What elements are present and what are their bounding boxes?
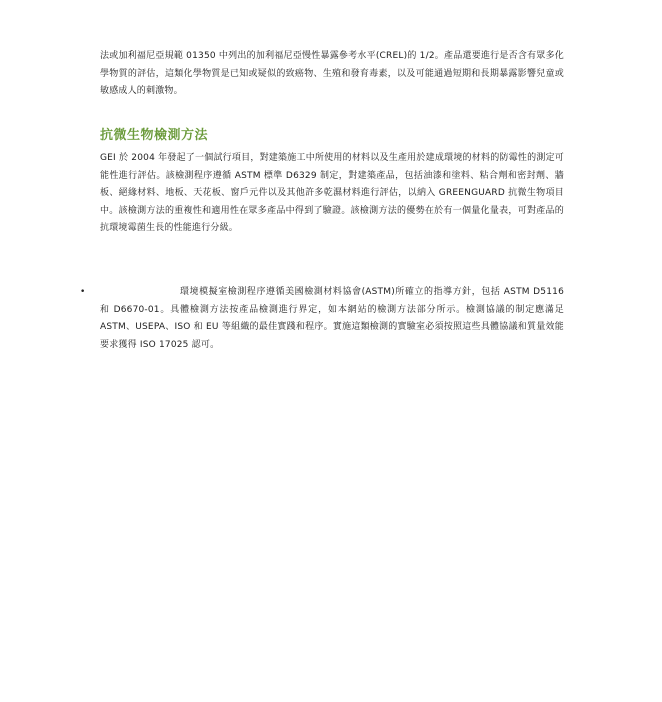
body-paragraph-2: GEI 於 2004 年發起了一個試行項目，對建築施工中所使用的材料以及生產用於建成環境的材料的防霉性的測定可能性進行評估。該檢測程序遵循 ASTM 標準 D6329 制定，對建築產品，包括油漆和塗料、粘合劑和密封劑、牆板、絕緣材料、地板、天花板、窗戶元件以及其他許多乾濕材料進行評估，以納入 GREENGUARD 抗微生物項目中。該檢測方法的重複性和適用性在眾多產品中得到了驗證。該檢測方法的優勢在於有一個量化量表，可對產品的抗環境霉菌生長的性能進行分級。 (100, 153, 564, 233)
body-paragraph-1: 法或加利福尼亞規範 01350 中列出的加利福尼亞慢性暴露參考水平(CREL)的 1/2。產品還要進行是否含有眾多化學物質的評估，這類化學物質是已知或疑似的致癌物、生殖和發育毒素，以及可能通過短期和長期暴露影響兒童或敏感成人的刺激物。 (100, 51, 564, 96)
body-paragraph-3: 環境模擬室檢測程序遵循美國檢測材料協會(ASTM)所確立的指導方針，包括 ASTM D5116 和 D6670-01。具體檢測方法按產品檢測進行界定，如本網站的檢測方法部分所示。檢測協議的制定應滿足 ASTM、USEPA、ISO 和 EU 等組織的最佳實踐和程序。實施這類檢測的實驗室必須按照這些具體協議和質量效能要求獲得 ISO 17025 認可。 (100, 287, 564, 350)
section-heading: 抗微生物檢測方法 (100, 128, 209, 143)
bullet-marker: • (80, 287, 86, 297)
